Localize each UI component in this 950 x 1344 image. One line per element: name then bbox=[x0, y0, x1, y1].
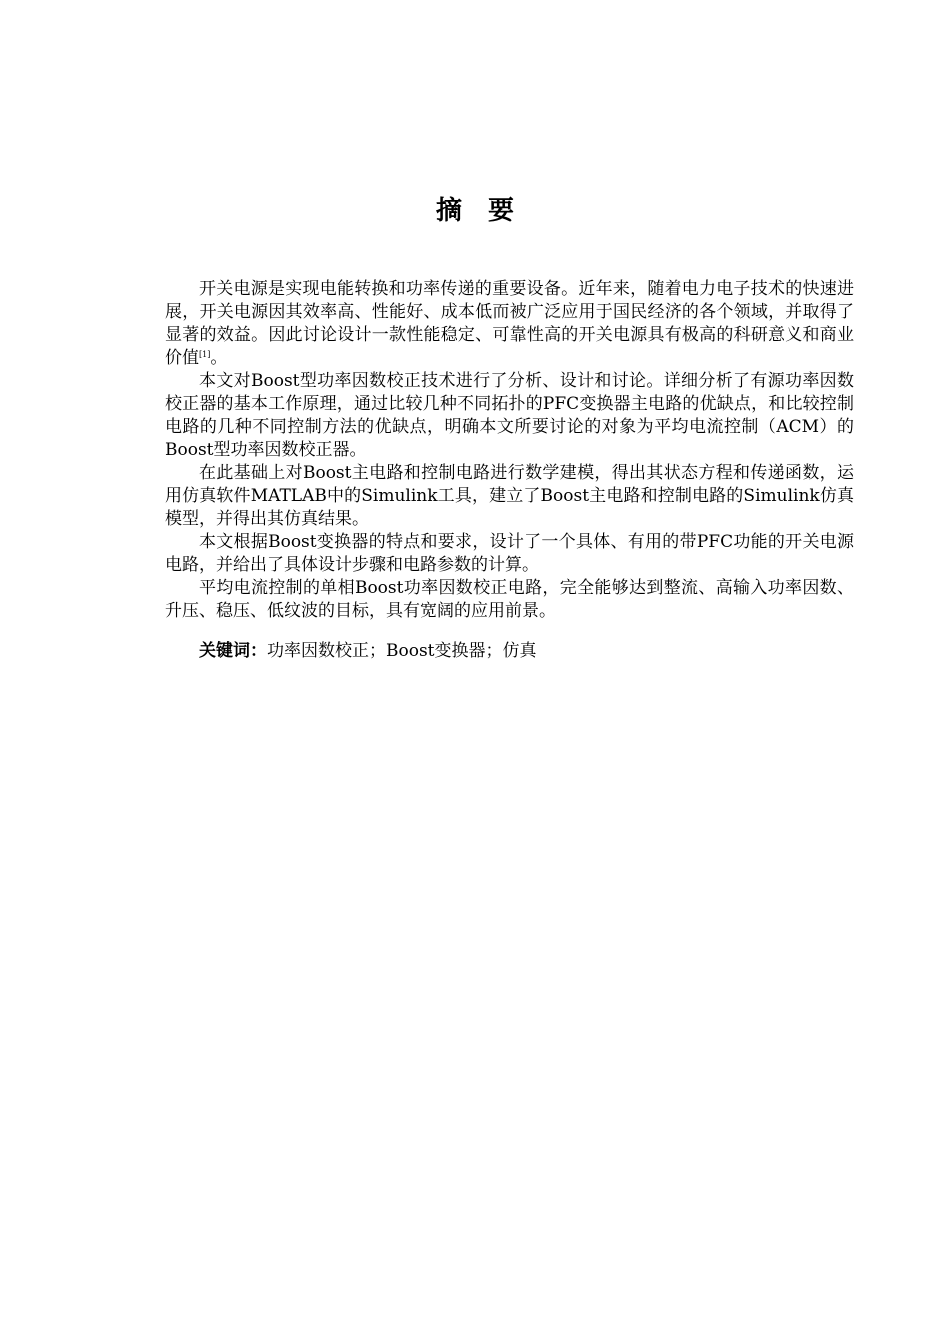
page-title bbox=[0, 196, 950, 226]
abstract-paragraph-2: 本文对Boost型功率因数校正技术进行了分析、设计和讨论。详细分析了有源功率因数校正器的基本工作原理，通过比较几种不同拓扑的PFC变换器主电路的优缺点，和比较控制电路的几种不同控制方法的优缺点，明确本文所要讨论的对象为平均电流控制（ACM）的Boost型功率因数校正器。 bbox=[165, 371, 854, 460]
abstract-paragraph-1 bbox=[165, 278, 854, 370]
abstract-paragraph-5: 平均电流控制的单相Boost功率因数校正电路，完全能够达到整流、高输入功率因数、升压、稳压、低纹波的目标，具有宽阔的应用前景。 bbox=[165, 578, 854, 621]
abstract-paragraph-4: 本文根据Boost变换器的特点和要求，设计了一个具体、有用的带PFC功能的开关电源电路，并给出了具体设计步骤和电路参数的计算。 bbox=[165, 532, 854, 575]
title-char-2: 要 bbox=[488, 196, 515, 226]
abstract-paragraph-3: 在此基础上对Boost主电路和控制电路进行数学建模，得出其状态方程和传递函数，运用仿真软件MATLAB中的Simulink工具，建立了Boost主电路和控制电路的Simulink仿真模型，并得出其仿真结果。 bbox=[165, 463, 854, 529]
keywords-value: 功率因数校正；Boost变换器；仿真 bbox=[267, 641, 537, 661]
paragraph-1-tail: 。 bbox=[210, 348, 228, 368]
citation-marker: [1] bbox=[199, 350, 211, 359]
paragraph-1-text: 开关电源是实现电能转换和功率传递的重要设备。近年来，随着电力电子技术的快速进展，开关电源因其效率高、性能好、成本低而被广泛应用于国民经济的各个领域，并取得了显著的效益。因此讨论设计一款性能稳定、可靠性高的开关电源具有极高的科研意义和商业价值 bbox=[165, 279, 854, 368]
abstract-body bbox=[165, 278, 854, 663]
keywords-label: 关键词： bbox=[199, 641, 267, 661]
keywords-line bbox=[165, 640, 854, 663]
title-char-1: 摘 bbox=[435, 196, 462, 226]
